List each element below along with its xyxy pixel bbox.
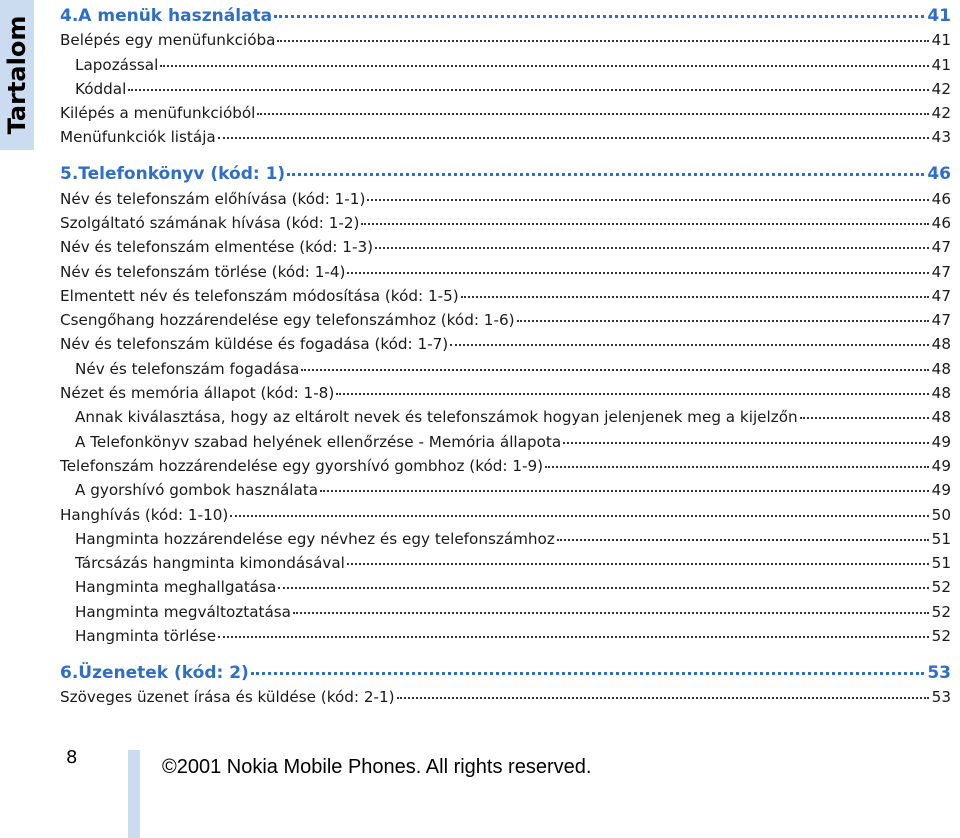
toc-entry[interactable] [60, 28, 953, 52]
dot-leader [160, 65, 928, 67]
toc-entry[interactable] [60, 77, 953, 101]
toc-entry-title: Kilépés a menüfunkcióból [60, 104, 256, 123]
toc-chapter-heading[interactable] [60, 4, 953, 28]
toc-entry[interactable] [60, 125, 953, 149]
dot-leader [301, 369, 928, 371]
side-tab-label: Tartalom [3, 15, 31, 135]
toc-entry-page: 47 [931, 311, 951, 330]
toc-entry-title: Szöveges üzenet írása és küldése (kód: 2-1) [60, 688, 395, 707]
toc-entry-page: 46 [927, 164, 951, 185]
toc-entry-page: 47 [931, 238, 951, 257]
toc-entry[interactable] [60, 503, 953, 527]
toc-entry-page: 51 [931, 529, 951, 548]
toc-entry-page: 52 [931, 578, 951, 597]
toc-entry-title: Név és telefonszám előhívása (kód: 1-1) [60, 189, 366, 208]
dot-leader [230, 515, 928, 517]
dot-leader [563, 442, 929, 444]
toc-chapter-heading[interactable] [60, 661, 953, 685]
toc-entry-title: Név és telefonszám küldése és fogadása (kód: 1-7) [60, 335, 449, 354]
toc-entry-page: 48 [931, 335, 951, 354]
dot-leader [277, 40, 928, 42]
toc-entry-title: Csengőhang hozzárendelése egy telefonszámhoz (kód: 1-6) [60, 311, 515, 330]
dot-leader [450, 344, 928, 346]
toc-entry[interactable] [60, 624, 953, 648]
toc-entry[interactable] [60, 454, 953, 478]
toc-entry[interactable] [60, 405, 953, 429]
dot-leader [218, 636, 929, 638]
toc-entry[interactable] [60, 575, 953, 599]
toc-chapter-heading[interactable] [60, 162, 953, 186]
toc-entry[interactable] [60, 478, 953, 502]
dot-leader [287, 173, 924, 176]
dot-leader [545, 466, 929, 468]
toc-entry-page: 51 [931, 554, 951, 573]
toc-entry-title: Hangminta hozzárendelése egy névhez és egy telefonszámhoz [75, 529, 555, 548]
toc-entry[interactable] [60, 211, 953, 235]
toc-entry-title: Lapozással [75, 55, 159, 74]
toc-entry-page: 50 [931, 505, 951, 524]
toc-entry-title: Elmentett név és telefonszám módosítása (kód: 1-5) [60, 286, 459, 305]
dot-leader [274, 15, 924, 18]
toc-entry-page: 46 [931, 213, 951, 232]
dot-leader [320, 490, 929, 492]
toc-entry-title: Hanghívás (kód: 1-10) [60, 505, 229, 524]
toc-entry-title: Menüfunkciók listája [60, 128, 216, 147]
toc-entry[interactable] [60, 235, 953, 259]
toc-entry[interactable] [60, 53, 953, 77]
toc-entry-title: Név és telefonszám fogadása [75, 359, 300, 378]
dot-leader [347, 272, 928, 274]
toc-entry[interactable] [60, 357, 953, 381]
page-number: 8 [66, 747, 78, 768]
toc-entry-page: 49 [931, 481, 951, 500]
toc-entry-title: 5.Telefonkönyv (kód: 1) [60, 164, 286, 185]
dot-leader [397, 697, 929, 699]
toc-entry[interactable] [60, 308, 953, 332]
toc-entry[interactable] [60, 430, 953, 454]
toc-entry-page: 46 [931, 189, 951, 208]
toc-entry-page: 42 [931, 104, 951, 123]
side-tab [0, 0, 34, 150]
toc-entry-title: A Telefonkönyv szabad helyének ellenőrzése - Memória állapota [75, 432, 562, 451]
toc-entry-page: 49 [931, 432, 951, 451]
copyright-notice: ©2001 Nokia Mobile Phones. All rights reserved. [162, 756, 592, 778]
dot-leader [800, 417, 929, 419]
toc-entry-page: 49 [931, 456, 951, 475]
dot-leader [367, 199, 928, 201]
dot-leader [375, 247, 929, 249]
toc-entry-title: Hangminta megváltoztatása [75, 602, 291, 621]
toc-entry-title: 4.A menük használata [60, 6, 273, 26]
dot-leader [293, 612, 929, 614]
toc-entry[interactable] [60, 527, 953, 551]
dot-leader [218, 137, 929, 139]
toc-entry[interactable] [60, 284, 953, 308]
toc-entry-page: 53 [931, 688, 951, 707]
toc-entry-title: Név és telefonszám elmentése (kód: 1-3) [60, 238, 374, 257]
toc-entry-title: Nézet és memória állapot (kód: 1-8) [60, 384, 335, 403]
toc-entry-title: Belépés egy menüfunkcióba [60, 31, 276, 50]
toc-entry[interactable] [60, 381, 953, 405]
dot-leader [278, 587, 928, 589]
toc-entry-page: 41 [931, 55, 951, 74]
toc-entry-title: 6.Üzenetek (kód: 2) [60, 662, 249, 683]
toc-entry-title: Tárcsázás hangminta kimondásával [75, 554, 345, 573]
toc-entry-title: Telefonszám hozzárendelése egy gyorshívó gombhoz (kód: 1-9) [60, 456, 544, 475]
toc-entry-page: 47 [931, 286, 951, 305]
dot-leader [336, 393, 928, 395]
toc-entry-page: 52 [931, 627, 951, 646]
toc-entry-page: 42 [931, 79, 951, 98]
toc-entry[interactable] [60, 101, 953, 125]
footer-bar [128, 750, 140, 838]
dot-leader [557, 539, 929, 541]
toc-entry-title: Kóddal [75, 79, 127, 98]
toc-entry[interactable] [60, 332, 953, 356]
toc-entry-page: 48 [931, 384, 951, 403]
dot-leader [257, 113, 928, 115]
toc-entry-page: 41 [927, 6, 951, 26]
dot-leader [361, 223, 928, 225]
toc-entry-page: 47 [931, 262, 951, 281]
toc-entry-title: Hangminta meghallgatása [75, 578, 277, 597]
toc-entry[interactable] [60, 187, 953, 211]
toc-entry-title: Szolgáltató számának hívása (kód: 1-2) [60, 213, 360, 232]
toc-entry-title: Hangminta törlése [75, 627, 217, 646]
toc-entry[interactable] [60, 685, 953, 709]
toc-entry[interactable] [60, 551, 953, 575]
toc-entry[interactable] [60, 260, 953, 284]
dot-leader [347, 563, 929, 565]
toc-entry-page: 53 [927, 662, 951, 683]
dot-leader [251, 672, 925, 675]
toc-entry[interactable] [60, 600, 953, 624]
toc-entry-title: Név és telefonszám törlése (kód: 1-4) [60, 262, 346, 281]
toc-entry-title: Annak kiválasztása, hogy az eltárolt nevek és telefonszámok hogyan jelenjenek meg a kijelzőn [75, 408, 798, 427]
toc-entry-page: 41 [931, 31, 951, 50]
toc-entry-title: A gyorshívó gombok használata [75, 481, 319, 500]
toc-entry-page: 43 [931, 128, 951, 147]
dot-leader [461, 296, 929, 298]
toc-entry-page: 48 [931, 408, 951, 427]
table-of-contents [60, 4, 953, 710]
toc-entry-page: 52 [931, 602, 951, 621]
toc-entry-page: 48 [931, 359, 951, 378]
dot-leader [128, 89, 928, 91]
dot-leader [517, 320, 929, 322]
